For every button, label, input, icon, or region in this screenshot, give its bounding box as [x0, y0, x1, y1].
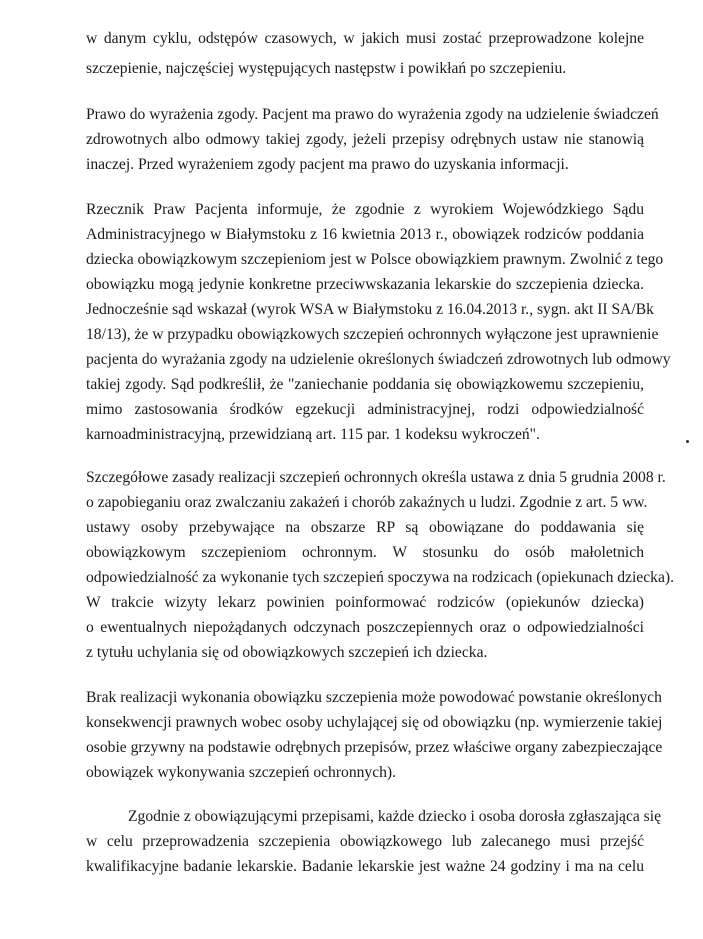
text-line: takiej zgody. Sąd podkreślił, że "zaniechanie poddania się obowiązkowemu szczepieniu, — [86, 376, 644, 393]
text-line: obowiązek wykonywania szczepień ochronnych). — [86, 764, 397, 781]
text-line: osobie grzywny na podstawie odrębnych przepisów, przez właściwe organy zabezpieczające — [86, 739, 663, 756]
text-line: Zgodnie z obowiązującymi przepisami, każde dziecko i osoba dorosła zgłaszająca się — [128, 808, 662, 825]
text-line: Administracyjnego w Białymstoku z 16 kwietnia 2013 r., obowiązek rodziców poddania — [86, 226, 644, 243]
text-line: pacjenta do wyrażania zgody na udzielenie określonych świadczeń zdrowotnych lub odmowy — [86, 351, 671, 368]
text-line: Prawo do wyrażenia zgody. Pacjent ma prawo do wyrażenia zgody na udzielenie świadczeń — [86, 106, 659, 123]
text-line: obowiązkowym szczepieniom ochronnym. W stosunku do osób małoletnich — [86, 544, 644, 561]
text-line: karnoadministracyjną, przewidzianą art. 115 par. 1 kodeksu wykroczeń". — [86, 426, 540, 443]
text-line: w celu przeprowadzenia szczepienia obowiązkowego lub zalecanego musi przejść — [86, 833, 644, 850]
text-line: z tytułu uchylania się od obowiązkowych szczepień ich dziecka. — [86, 644, 488, 661]
text-line: 18/13), że w przypadku obowiązkowych szczepień ochronnych wyłączone jest uprawnienie — [86, 326, 659, 343]
text-line: Rzecznik Praw Pacjenta informuje, że zgodnie z wyrokiem Wojewódzkiego Sądu — [86, 201, 644, 218]
text-line: Jednocześnie sąd wskazał (wyrok WSA w Białymstoku z 16.04.2013 r., sygn. akt II SA/Bk — [86, 301, 654, 318]
scan-speck — [686, 440, 689, 443]
text-line: w danym cyklu, odstępów czasowych, w jakich musi zostać przeprowadzone kolejne — [86, 30, 644, 47]
text-line: obowiązku mogą jedynie konkretne przeciwwskazania lekarskie do szczepienia dziecka. — [86, 276, 644, 293]
text-line: zdrowotnych albo odmowy takiej zgody, jeżeli przepisy odrębnych ustaw nie stanowią — [86, 131, 644, 148]
text-line: szczepienie, najczęściej występujących następstw i powikłań po szczepieniu. — [86, 60, 567, 77]
text-line: Brak realizacji wykonania obowiązku szczepienia może powodować powstanie określonych — [86, 689, 662, 706]
text-line: odpowiedzialność za wykonanie tych szczepień spoczywa na rodzicach (opiekunach dziecka). — [86, 569, 674, 586]
text-line: W trakcie wizyty lekarz powinien poinformować rodziców (opiekunów dziecka) — [86, 594, 644, 611]
text-line: kwalifikacyjne badanie lekarskie. Badanie lekarskie jest ważne 24 godziny i ma na celu — [86, 858, 644, 875]
text-line: dziecka obowiązkowym szczepieniom jest w Polsce obowiązkiem prawnym. Zwolnić z tego — [86, 251, 664, 268]
text-line: Szczegółowe zasady realizacji szczepień ochronnych określa ustawa z dnia 5 grudnia 2008 r. — [86, 469, 666, 486]
text-line: inaczej. Przed wyrażeniem zgody pacjent ma prawo do uzyskania informacji. — [86, 156, 569, 173]
text-line: o ewentualnych niepożądanych odczynach poszczepiennych oraz o odpowiedzialności — [86, 619, 644, 636]
text-line: mimo zastosowania środków egzekucji administracyjnej, rodzi odpowiedzialność — [86, 401, 644, 418]
text-line: konsekwencji prawnych wobec osoby uchylającej się od obowiązku (np. wymierzenie takiej — [86, 714, 663, 731]
text-line: ustawy osoby przebywające na obszarze RP są obowiązane do poddawania się — [86, 519, 644, 536]
text-line: o zapobieganiu oraz zwalczaniu zakażeń i chorób zakaźnych u ludzi. Zgodnie z art. 5 ww. — [86, 494, 648, 511]
